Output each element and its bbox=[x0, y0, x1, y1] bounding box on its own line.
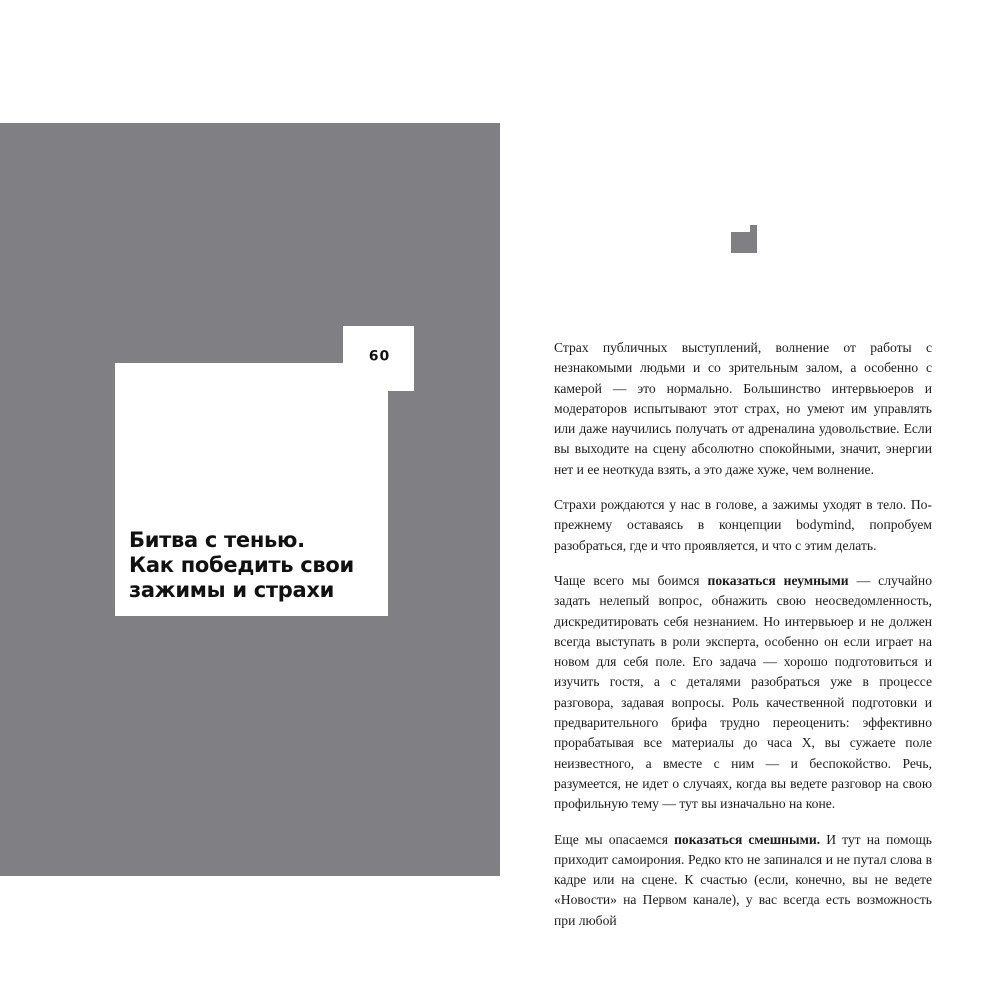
paragraph bbox=[554, 830, 932, 931]
emphasis-text: показаться неумными bbox=[707, 572, 849, 588]
chapter-number: 09 bbox=[367, 346, 390, 362]
paragraph-text: Еще мы опасаемся bbox=[554, 831, 675, 847]
paragraph-text: Страх публичных выступлений, волнение от работы с незнакомыми людьми и со зрительным залом, а особенно с камерой — это нормально. Большинство интервьюеров и модераторов испытывают этот страх, но умеют им управлять или даже научились получать от адреналина удовольствие. Если вы выходите на сцену абсолютно спокойными, значит, энергии нет и ее неоткуда взять, а это даже хуже, чем волнение. bbox=[554, 340, 932, 477]
paragraph-text: Чаще всего мы боимся bbox=[554, 572, 708, 588]
chapter-title-line: Как победить свои bbox=[129, 553, 354, 577]
paragraph bbox=[554, 571, 932, 815]
emphasis-text: показаться смешными. bbox=[674, 831, 821, 847]
paragraph-text: И тут на помощь приходит самоирония. Редко кто не запинался и не путал слова в кадре или на сцене. К счастью (если, конечно, вы не ведете «Новости» на Первом канале), у вас всегда есть возможность при любой bbox=[554, 831, 932, 928]
body-text bbox=[554, 338, 932, 946]
stepped-square-icon bbox=[731, 225, 757, 253]
chapter-title-line: зажимы и страхи bbox=[129, 578, 335, 602]
paragraph bbox=[554, 338, 932, 480]
chapter-title-box bbox=[115, 363, 388, 616]
chapter-title-line: Битва с тенью. bbox=[129, 528, 305, 552]
chapter-title bbox=[129, 528, 391, 603]
paragraph-text: — случайно задать нелепый вопрос, обнажить свою неосведомленность, дискредитировать себя незнанием. Но интервьюер и не должен всегда выступать в роли эксперта, особенно он если играет на новом для себя поле. Его задача — хорошо подготовиться и изучить гостя, а с деталями разобраться уже в процессе разговора, задавая вопросы. Роль качественной подготовки и предварительного брифа трудно переоценить: эффективно прорабатывая все материалы до часа Х, вы сужаете поле неизвестного, а вместе с ним — и беспокойство. Речь, разумеется, не идет о случаях, когда вы ведете разговор на свою профильную тему — тут вы изначально на коне. bbox=[554, 572, 932, 812]
paragraph-text: Страхи рождаются у нас в голове, а зажимы уходят в тело. По-прежнему оставаясь в концепции bodymind, попробуем разобраться, где и что проявляется, и что с этим делать. bbox=[554, 497, 932, 553]
paragraph bbox=[554, 495, 932, 556]
